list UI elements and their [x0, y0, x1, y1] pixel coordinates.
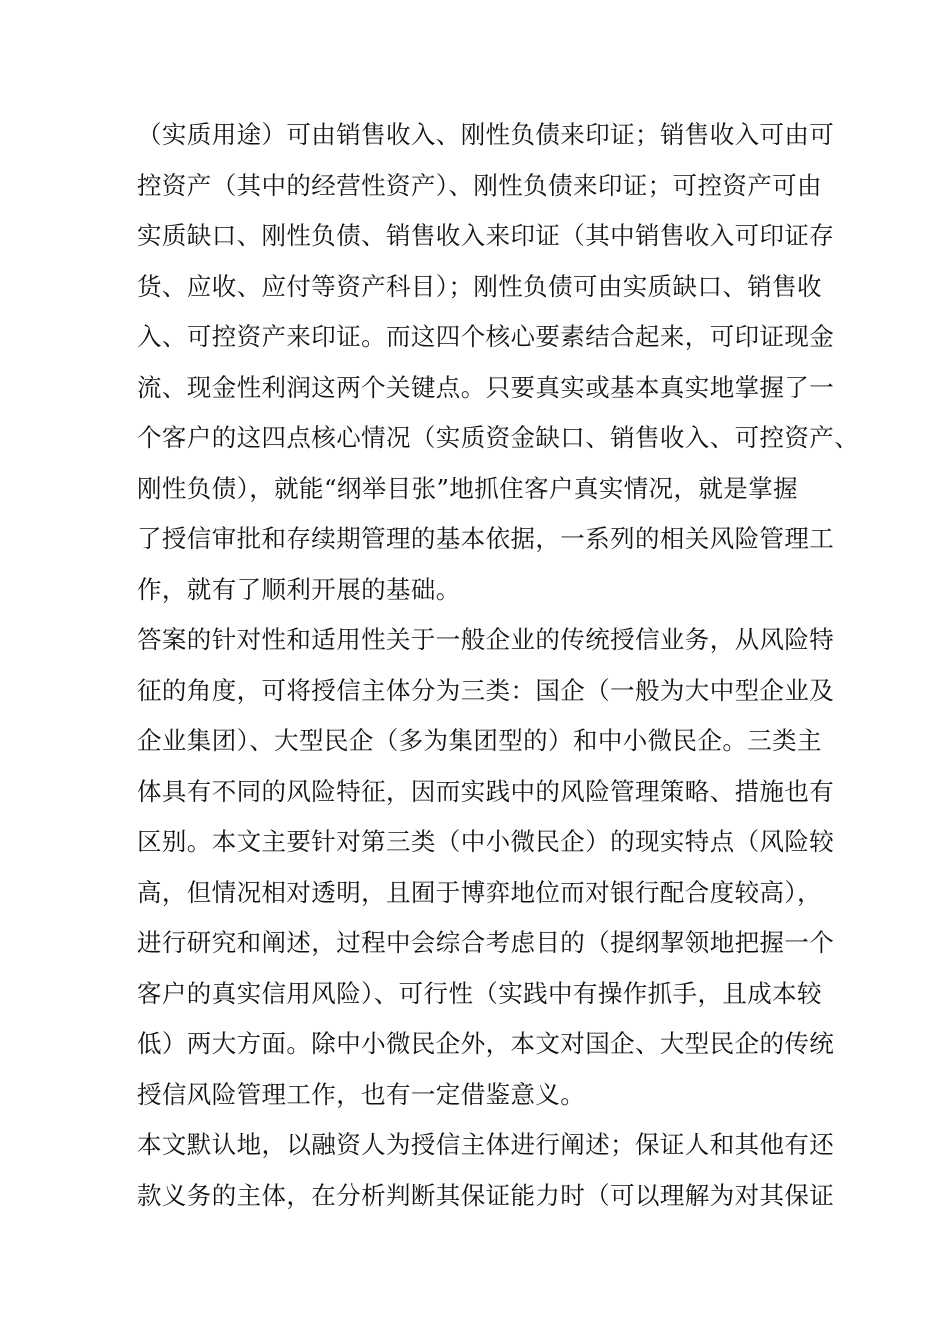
- text-line: 区别。本文主要针对第三类（中小微民企）的现实特点（风险较: [137, 827, 835, 856]
- paragraph-1: [137, 110, 860, 615]
- text-line: 控资产（其中的经营性资产）、刚性负债来印证；可控资产可由: [137, 170, 822, 200]
- text-line: 高，但情况相对透明，且囿于博弈地位而对银行配合度较高），: [137, 877, 822, 907]
- text-line: 作，就有了顺利开展的基础。: [137, 574, 461, 604]
- text-line: 进行研究和阐述，过程中会综合考虑目的（提纲挈领地把握一个: [137, 928, 835, 957]
- text-line: 个客户的这四点核心情况（实质资金缺口、销售收入、可控资产、: [137, 423, 860, 452]
- text-line: 征的角度，可将授信主体分为三类：国企（一般为大中型企业及: [137, 675, 835, 705]
- paragraph-3: [137, 1120, 835, 1221]
- text-line: 体具有不同的风险特征，因而实践中的风险管理策略、措施也有: [137, 776, 835, 806]
- text-line: 实质缺口、刚性负债、销售收入来印证（其中销售收入可印证存: [137, 221, 835, 250]
- text-line: 低）两大方面。除中小微民企外，本文对国企、大型民企的传统: [137, 1029, 835, 1058]
- text-line: （实质用途）可由销售收入、刚性负债来印证；销售收入可由可: [137, 120, 835, 149]
- document-body: [137, 110, 860, 1221]
- text-line: 答案的针对性和适用性关于一般企业的传统授信业务，从风险特: [137, 625, 835, 654]
- text-line: 授信风险管理工作，也有一定借鉴意义。: [137, 1079, 586, 1109]
- text-line: 流、现金性利润这两个关键点。只要真实或基本真实地掌握了一: [137, 372, 835, 402]
- text-line: 款义务的主体，在分析判断其保证能力时（可以理解为对其保证: [137, 1180, 835, 1210]
- text-line: 刚性负债），就能“纲举目张”地抓住客户真实情况，就是掌握: [137, 473, 798, 503]
- text-line: 本文默认地，以融资人为授信主体进行阐述；保证人和其他有还: [137, 1130, 835, 1159]
- paragraph-2: [137, 615, 835, 1120]
- text-line: 入、可控资产来印证。而这四个核心要素结合起来，可印证现金: [137, 322, 835, 351]
- text-line: 企业集团）、大型民企（多为集团型的）和中小微民企。三类主: [137, 726, 822, 755]
- text-line: 了授信审批和存续期管理的基本依据，一系列的相关风险管理工: [137, 524, 835, 553]
- text-line: 货、应收、应付等资产科目）；刚性负债可由实质缺口、销售收: [137, 271, 822, 301]
- text-line: 客户的真实信用风险）、可行性（实践中有操作抓手，且成本较: [137, 978, 822, 1008]
